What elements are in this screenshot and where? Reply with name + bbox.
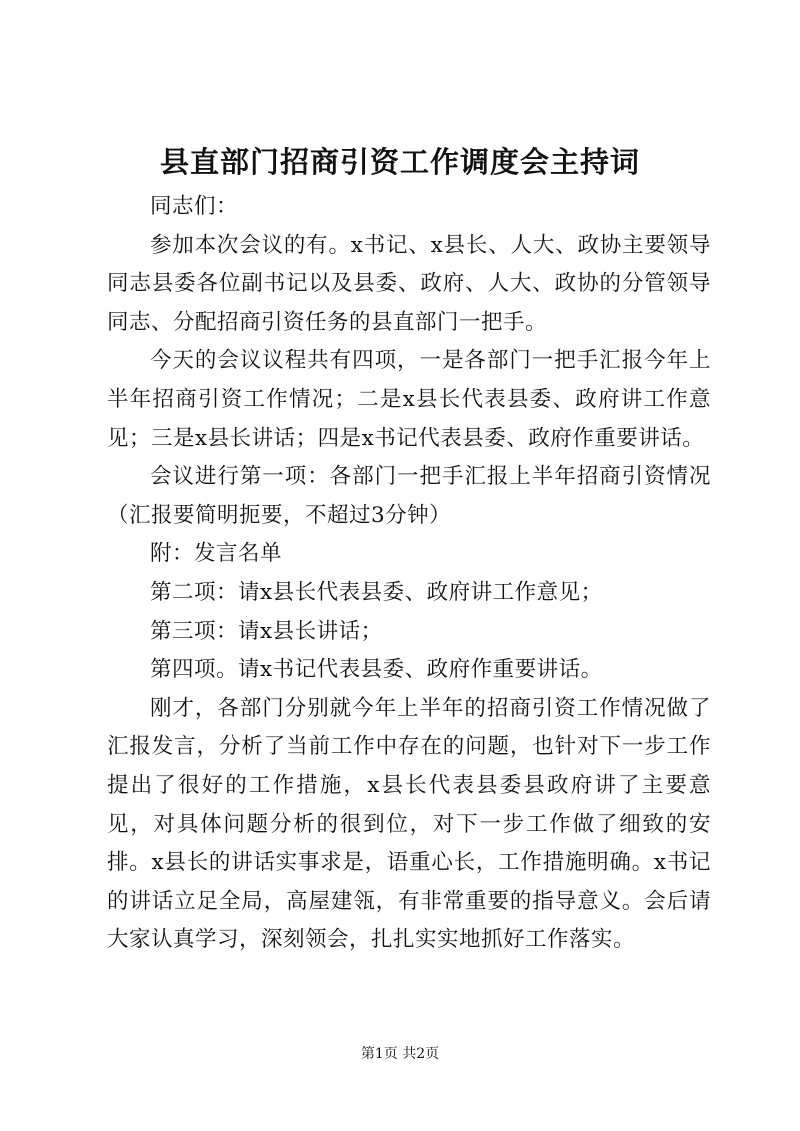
document-body bbox=[107, 188, 711, 960]
paragraph-item-four: 第四项。请x书记代表县委、政府作重要讲话。 bbox=[150, 657, 603, 683]
paragraph-greeting: 同志们： bbox=[150, 194, 239, 219]
paragraph-speaker-list: 附：发言名单 bbox=[150, 541, 283, 567]
paragraph-agenda: 今天的会议议程共有四项，一是各部门一把手汇报今年上半年招商引资工作情况；二是x县长代表县委、政府讲工作意见；三是x县长讲话；四是x书记代表县委、政府作重要讲话。 bbox=[107, 348, 711, 451]
paragraph-item-one: 会议进行第一项：各部门一把手汇报上半年招商引资情况（汇报要简明扼要，不超过3分钟） bbox=[107, 464, 711, 528]
document-title: 县直部门招商引资工作调度会主持词 bbox=[159, 145, 640, 179]
paragraph-item-three: 第三项：请x县长讲话； bbox=[150, 618, 383, 644]
paragraph-attendees: 参加本次会议的有。x书记、x县长、人大、政协主要领导同志县委各位副书记以及县委、政府、人大、政协的分管领导同志、分配招商引资任务的县直部门一把手。 bbox=[107, 232, 711, 335]
paragraph-item-two: 第二项：请x县长代表县委、政府讲工作意见； bbox=[150, 579, 603, 605]
paragraph-summary: 刚才，各部门分别就今年上半年的招商引资工作情况做了汇报发言，分析了当前工作中存在的问题，也针对下一步工作提出了很好的工作措施，x县长代表县委县政府讲了主要意见，对具体问题分析的很到位，对下一步工作做了细致的安排。x县长的讲话实事求是，语重心长，工作措施明确。x书记的讲话立足全局，高屋建瓴，有非常重要的指导意义。会后请大家认真学习，深刻领会，扎扎实实地抓好工作落实。 bbox=[107, 695, 711, 953]
page-number-footer: 第1页 共2页 bbox=[360, 1046, 440, 1062]
